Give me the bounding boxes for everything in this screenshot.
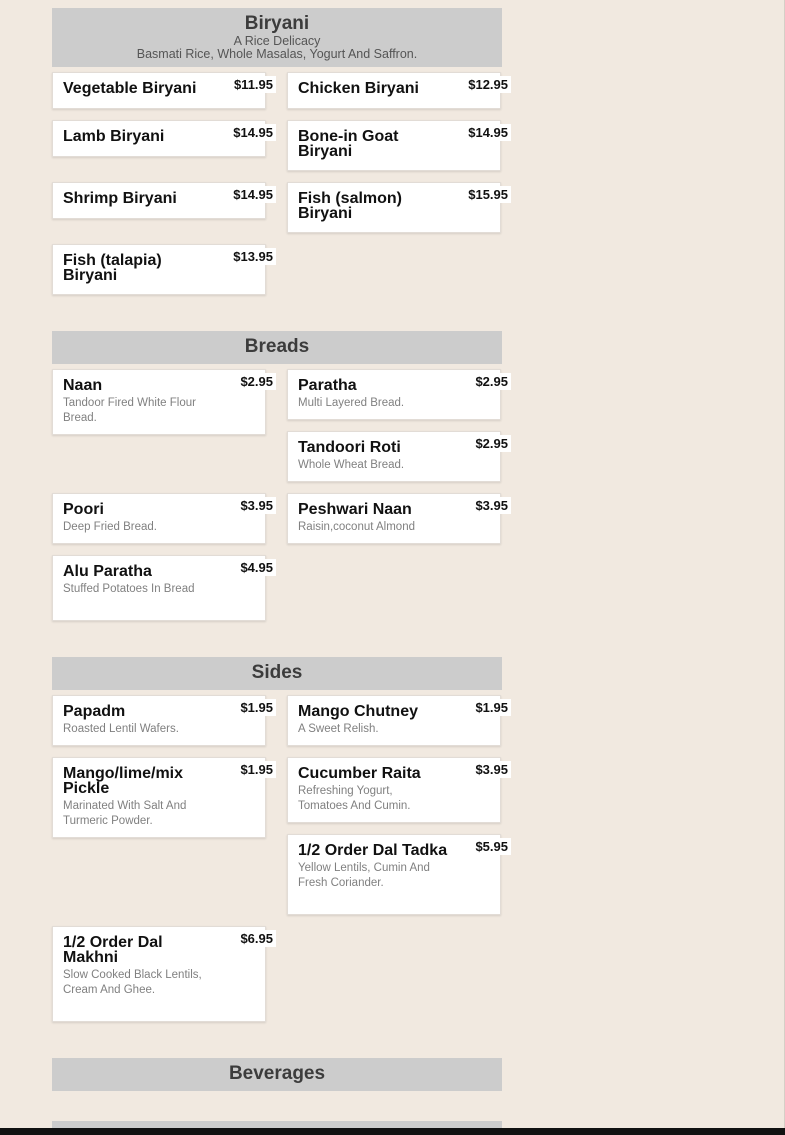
item-name: Paratha: [298, 377, 357, 394]
item-price: $1.95: [472, 699, 511, 716]
menu-item-shrimp-biryani[interactable]: [52, 182, 273, 219]
item-price: $11.95: [231, 76, 276, 93]
item-price: $1.95: [237, 699, 276, 716]
item-description: Multi Layered Bread.: [298, 397, 405, 409]
menu-item-talapia-biryani[interactable]: [52, 244, 273, 295]
item-price: $2.95: [237, 373, 276, 390]
item-name: Alu Paratha: [63, 563, 152, 580]
item-description: Yellow Lentils, Cumin And Fresh Coriander.: [298, 862, 430, 889]
menu-item-cucumber-raita[interactable]: [287, 757, 508, 823]
item-name: Fish (talapia) Biryani: [63, 252, 162, 284]
item-name: 1/2 Order Dal Makhni: [63, 934, 163, 966]
item-name: Lamb Biryani: [63, 128, 165, 145]
item-name: Naan: [63, 377, 103, 394]
section-header-biryani: [52, 8, 502, 67]
menu-item-naan[interactable]: [52, 369, 273, 435]
item-price: $2.95: [472, 373, 511, 390]
item-name: Tandoori Roti: [298, 439, 401, 456]
item-description: Refreshing Yogurt, Tomatoes And Cumin.: [298, 785, 411, 812]
menu-item-tandoori-roti[interactable]: [287, 431, 508, 482]
item-name: Mango Chutney: [298, 703, 418, 720]
menu-item-dal-tadka[interactable]: [287, 834, 508, 915]
next-section-header-partial: [52, 1121, 502, 1128]
item-description: Whole Wheat Bread.: [298, 459, 405, 471]
item-name: Bone-in Goat Biryani: [298, 128, 399, 160]
section-title: Biryani: [244, 13, 310, 34]
item-price: $4.95: [237, 559, 276, 576]
menu-item-dal-makhni[interactable]: [52, 926, 273, 1022]
menu-item-alu-paratha[interactable]: [52, 555, 273, 621]
item-price: $14.95: [230, 186, 276, 203]
bottom-bar: [0, 1128, 785, 1135]
item-name: Shrimp Biryani: [63, 190, 177, 207]
item-price: $12.95: [465, 76, 511, 93]
item-name: Chicken Biryani: [298, 80, 419, 97]
item-description: Marinated With Salt And Turmeric Powder.: [63, 800, 187, 827]
item-name: Papadm: [63, 703, 126, 720]
item-description: Raisin,coconut Almond: [298, 521, 415, 533]
menu-item-papadm[interactable]: [52, 695, 273, 746]
item-price: $13.95: [230, 248, 276, 265]
menu-item-poori[interactable]: [52, 493, 273, 544]
section-title: Breads: [244, 336, 310, 357]
menu-item-pickle[interactable]: [52, 757, 273, 838]
section-header-beverages: [52, 1058, 502, 1091]
item-name: Poori: [63, 501, 104, 518]
item-price: $2.95: [472, 435, 511, 452]
menu-item-chicken-biryani[interactable]: [287, 72, 508, 109]
item-name: Vegetable Biryani: [63, 80, 197, 97]
item-description: Stuffed Potatoes In Bread: [63, 583, 195, 595]
menu-item-peshwari-naan[interactable]: [287, 493, 508, 544]
item-name: Fish (salmon) Biryani: [298, 190, 403, 222]
item-price: $5.95: [472, 838, 511, 855]
item-price: $3.95: [472, 497, 511, 514]
menu-item-paratha[interactable]: [287, 369, 508, 420]
section-description: Basmati Rice, Whole Masalas, Yogurt And Saffron.: [136, 47, 418, 61]
menu-item-vegetable-biryani[interactable]: [52, 72, 273, 109]
item-price: $15.95: [465, 186, 511, 203]
item-description: Tandoor Fired White Flour Bread.: [63, 397, 196, 424]
menu-item-salmon-biryani[interactable]: [287, 182, 508, 233]
item-name: 1/2 Order Dal Tadka: [298, 842, 448, 859]
item-price: $1.95: [237, 761, 276, 778]
item-description: Deep Fried Bread.: [63, 521, 157, 533]
item-price: $14.95: [465, 124, 511, 141]
item-description: Roasted Lentil Wafers.: [63, 723, 179, 735]
section-title: Beverages: [228, 1063, 326, 1084]
item-name: Cucumber Raita: [298, 765, 421, 782]
section-header-sides: [52, 657, 502, 690]
item-price: $3.95: [237, 497, 276, 514]
menu-item-mango-chutney[interactable]: [287, 695, 508, 746]
section-title: Sides: [251, 662, 303, 683]
item-price: $6.95: [237, 930, 276, 947]
item-price: $3.95: [472, 761, 511, 778]
item-description: A Sweet Relish.: [298, 723, 379, 735]
item-price: $14.95: [230, 124, 276, 141]
section-subtitle: A Rice Delicacy: [233, 34, 321, 48]
section-header-breads: [52, 331, 502, 364]
item-name: Mango/lime/mix Pickle: [63, 765, 184, 797]
menu-item-lamb-biryani[interactable]: [52, 120, 273, 157]
item-name: Peshwari Naan: [298, 501, 412, 518]
item-description: Slow Cooked Black Lentils, Cream And Ghee.: [63, 969, 202, 996]
menu-item-goat-biryani[interactable]: [287, 120, 508, 171]
